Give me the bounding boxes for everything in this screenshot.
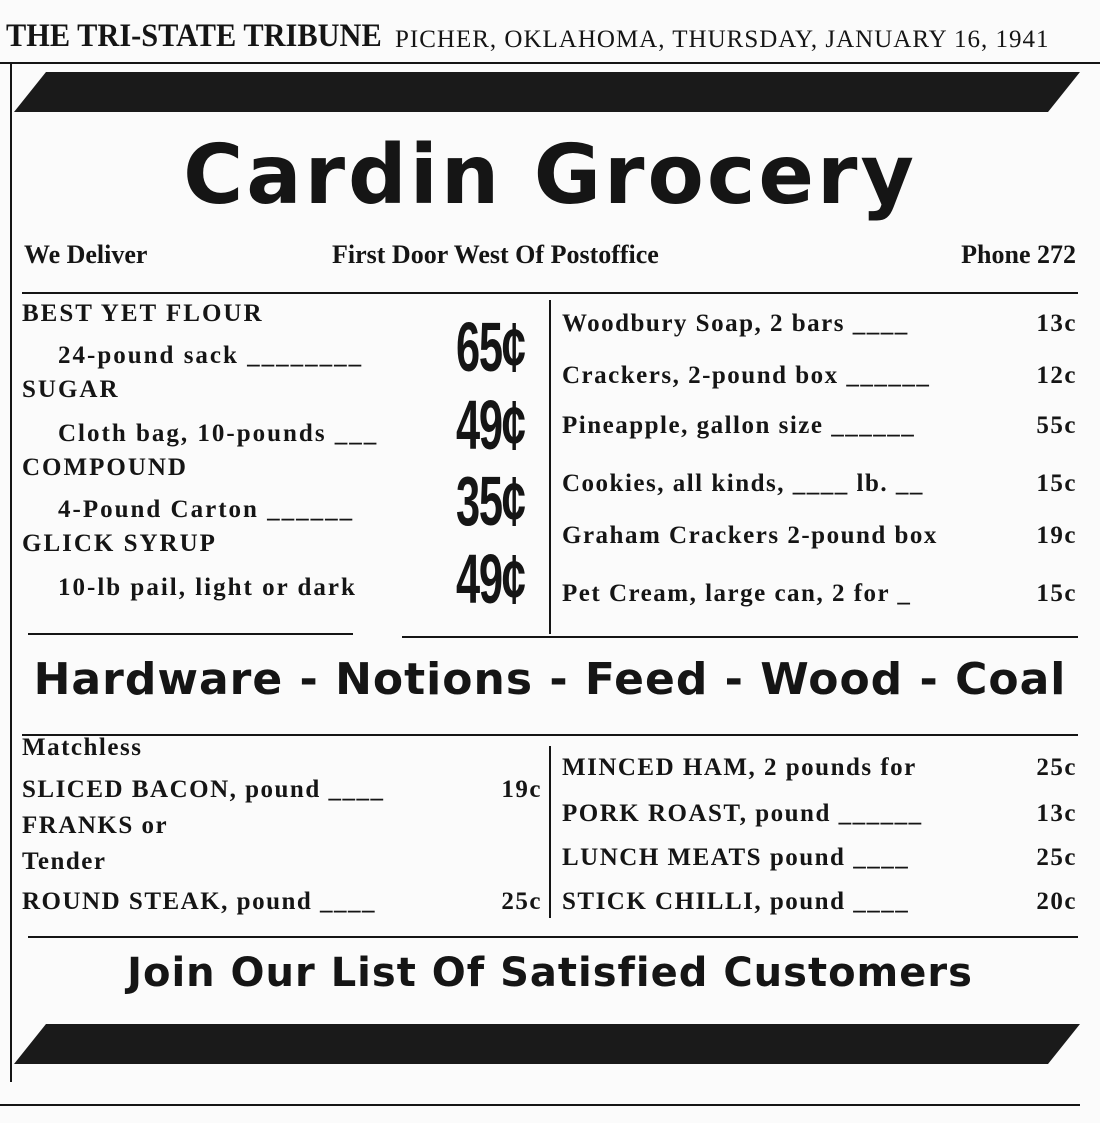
store-info-row xyxy=(22,236,1078,276)
closing-slogan: Join Our List Of Satisfied Customers xyxy=(127,950,973,996)
special-detail: 4-Pound Carton ______ xyxy=(58,496,355,523)
delivery-note: We Deliver xyxy=(24,240,148,269)
special-name: SUGAR xyxy=(22,376,120,403)
dateline: PICHER, OKLAHOMA, THURSDAY, JANUARY 16, 1941 xyxy=(395,26,1050,53)
divider xyxy=(28,633,353,635)
grocery-item: Crackers, 2-pound box ______ 12c xyxy=(562,362,1077,389)
grocery-item: Pineapple, gallon size ______ 55c xyxy=(562,412,1077,439)
decorative-band-bottom xyxy=(14,1024,1080,1064)
page-bottom-rule xyxy=(0,1104,1080,1106)
grocery-item: Cookies, all kinds, ____ lb. __ 15c xyxy=(562,470,1077,497)
meat-item: MINCED HAM, 2 pounds for 25c xyxy=(562,754,1077,781)
special-price: 35¢ xyxy=(456,462,525,540)
newspaper-name: THE TRI-STATE TRIBUNE xyxy=(6,18,382,54)
divider xyxy=(22,292,1078,294)
meat-item: PORK ROAST, pound ______ 13c xyxy=(562,800,1077,827)
meat-item: LUNCH MEATS pound ____ 25c xyxy=(562,844,1077,871)
meat-item: Matchless xyxy=(22,734,143,761)
store-name: Cardin Grocery xyxy=(183,128,917,223)
store-location: First Door West Of Postoffice xyxy=(332,240,659,269)
special-name: BEST YET FLOUR xyxy=(22,300,264,327)
divider xyxy=(402,636,1078,638)
special-detail: 24-pound sack ________ xyxy=(58,342,364,369)
divider xyxy=(28,936,1078,938)
special-detail: Cloth bag, 10-pounds ___ xyxy=(58,420,379,447)
column-divider xyxy=(549,300,551,634)
grocery-item: Woodbury Soap, 2 bars ____ 13c xyxy=(562,310,1077,337)
meat-item: ROUND STEAK, pound ____ 25c xyxy=(22,888,542,915)
column-divider xyxy=(549,746,551,918)
special-price: 49¢ xyxy=(456,540,525,618)
grocery-item: Pet Cream, large can, 2 for _ 15c xyxy=(562,580,1077,607)
special-price: 49¢ xyxy=(456,386,525,464)
meat-item: STICK CHILLI, pound ____ 20c xyxy=(562,888,1077,915)
decorative-band-top xyxy=(14,72,1080,112)
grocery-item: Graham Crackers 2-pound box 19c xyxy=(562,522,1077,549)
meat-item: SLICED BACON, pound ____ 19c xyxy=(22,776,542,803)
special-price: 65¢ xyxy=(456,308,525,386)
masthead xyxy=(0,0,1100,64)
meat-item: Tender xyxy=(22,848,107,875)
special-detail: 10-lb pail, light or dark xyxy=(58,574,357,601)
special-name: GLICK SYRUP xyxy=(22,530,217,557)
store-phone: Phone 272 xyxy=(961,240,1076,269)
special-name: COMPOUND xyxy=(22,454,188,481)
meat-item: FRANKS or xyxy=(22,812,169,839)
categories-banner: Hardware - Notions - Feed - Wood - Coal xyxy=(33,654,1067,705)
